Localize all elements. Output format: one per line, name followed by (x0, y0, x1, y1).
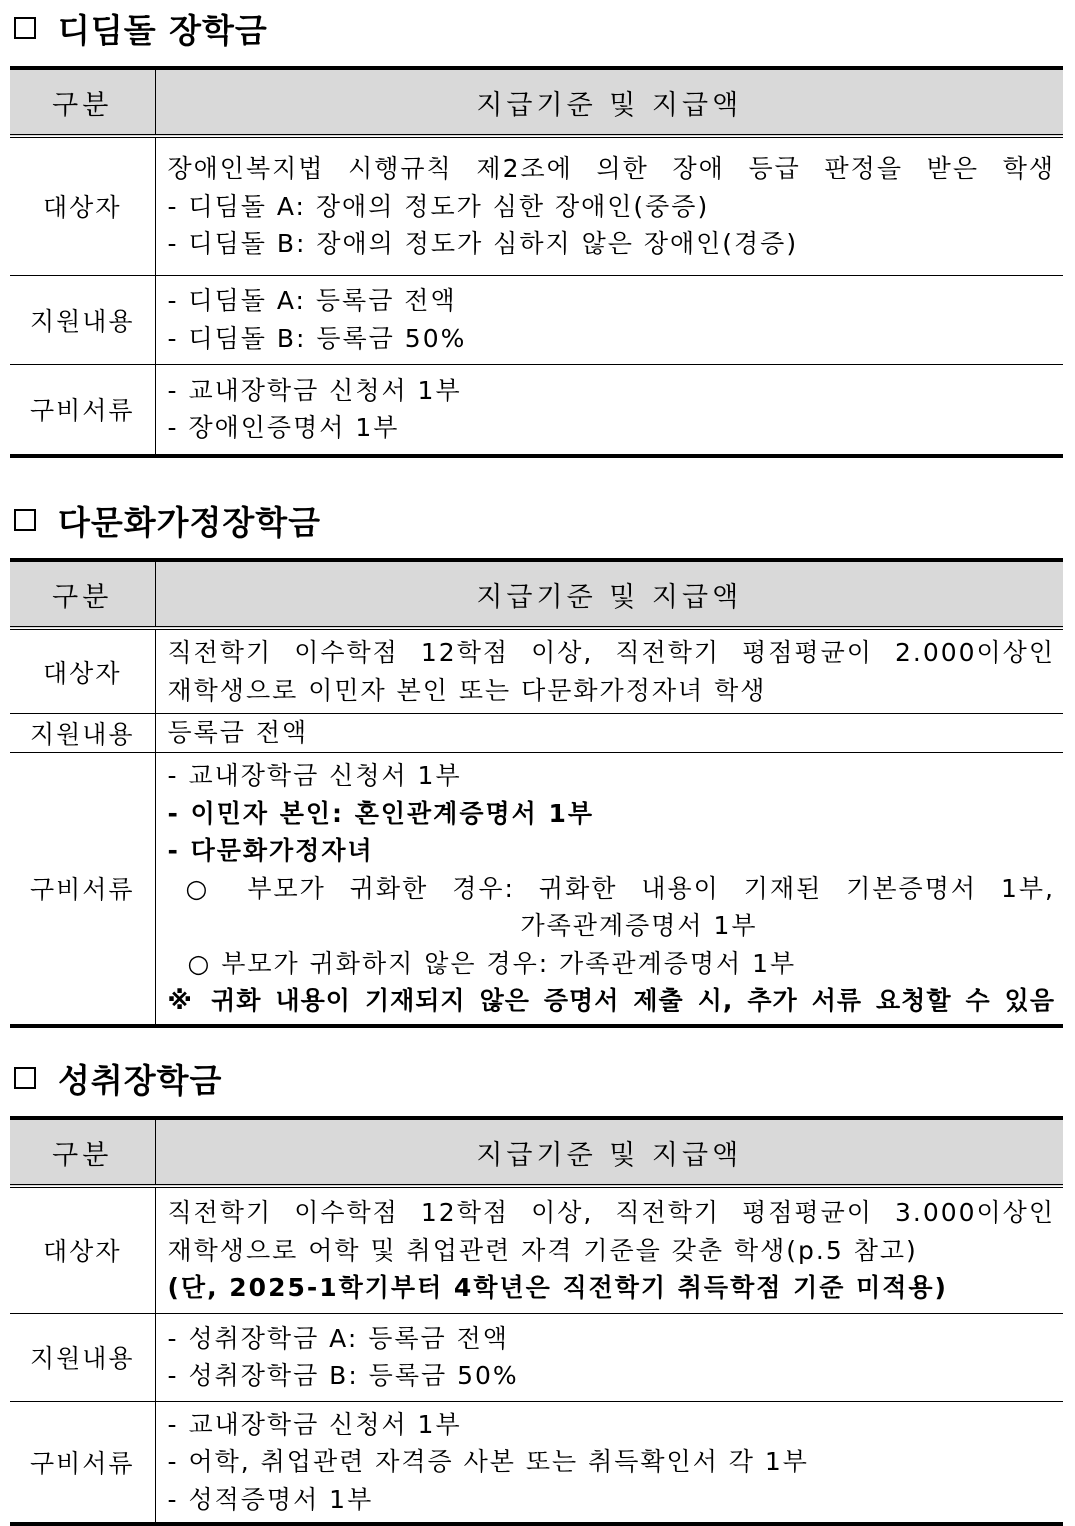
content-line: - 성취장학금 A: 등록금 전액 (167, 1323, 509, 1353)
content-line: - 성취장학금 B: 등록금 50% (167, 1361, 519, 1390)
content-line: 직전학기 이수학점 12학점 이상, 직전학기 평점평균이 3.000이상인 (167, 1198, 1055, 1227)
table-row (10, 714, 1063, 753)
content-line: - 장애인증명서 1부 (167, 413, 400, 443)
row-content (155, 1401, 1063, 1524)
section-title (10, 1056, 1063, 1100)
row-label: 구비서류 (10, 1401, 155, 1524)
content-line: 등록금 전액 (167, 718, 309, 748)
header-criteria: 지급기준 및 지급액 (155, 68, 1063, 136)
content-line: 재학생으로 어학 및 취업관련 자격 기준을 갖춘 학생(p.5 참고) (167, 1235, 918, 1265)
scholarship-table (10, 1116, 1063, 1526)
row-content (155, 364, 1063, 456)
checkbox-icon (14, 509, 36, 531)
section-title-text: 성취장학금 (58, 1060, 223, 1100)
scholarship-table (10, 558, 1063, 1028)
content-line: 가족관계증명서 1부 (520, 911, 758, 940)
content-line: - 디딤돌 A: 장애의 정도가 심한 장애인(중증) (167, 191, 710, 221)
row-content (155, 275, 1063, 364)
checkbox-icon (14, 17, 36, 39)
row-content (155, 136, 1063, 275)
content-line: 재학생으로 이민자 본인 또는 다문화가정자녀 학생 (167, 675, 767, 705)
section-title-text: 디딤돌 장학금 (58, 10, 268, 50)
content-line: - 디딤돌 B: 장애의 정도가 심하지 않은 장애인(경증) (167, 229, 799, 258)
content-line: ※ 귀화 내용이 기재되지 않은 증명서 제출 시, 추가 서류 요청할 수 있음 (167, 986, 1055, 1015)
section-multicultural (10, 498, 1063, 1028)
header-category: 구분 (10, 1118, 155, 1186)
row-content (155, 714, 1063, 753)
table-row (10, 628, 1063, 714)
row-label: 대상자 (10, 628, 155, 714)
content-line: 장애인복지법 시행규칙 제2조에 의한 장애 등급 판정을 받은 학생 (167, 154, 1055, 183)
content-line: - 어학, 취업관련 자격증 사본 또는 취득확인서 각 1부 (167, 1447, 809, 1476)
table-row (10, 136, 1063, 275)
content-line: - 다문화가정자녀 (167, 836, 374, 865)
row-label: 구비서류 (10, 753, 155, 1026)
section-title-text: 다문화가정장학금 (58, 502, 322, 542)
content-line: - 디딤돌 B: 등록금 50% (167, 323, 467, 353)
content-line: - 교내장학금 신청서 1부 (167, 375, 462, 405)
row-content (155, 1186, 1063, 1313)
row-content (155, 628, 1063, 714)
content-line: (단, 2025-1학기부터 4학년은 직전학기 취득학점 기준 미적용) (167, 1273, 948, 1302)
row-label: 대상자 (10, 1186, 155, 1313)
content-line: 직전학기 이수학점 12학점 이상, 직전학기 평점평균이 2.000이상인 (167, 638, 1055, 667)
table-row (10, 275, 1063, 364)
table-header-row (10, 560, 1063, 628)
table-row (10, 1401, 1063, 1524)
row-label: 지원내용 (10, 275, 155, 364)
content-line: - 성적증명서 1부 (167, 1484, 374, 1514)
section-title (10, 498, 1063, 542)
section-achievement (10, 1056, 1063, 1526)
scholarship-table (10, 66, 1063, 458)
content-line: ○ 부모가 귀화하지 않은 경우: 가족관계증명서 1부 (187, 948, 797, 978)
content-line: - 교내장학금 신청서 1부 (167, 1409, 462, 1439)
row-label: 지원내용 (10, 1313, 155, 1401)
header-criteria: 지급기준 및 지급액 (155, 1118, 1063, 1186)
section-title (10, 6, 1063, 50)
table-row (10, 1186, 1063, 1313)
table-row (10, 364, 1063, 456)
table-row (10, 1313, 1063, 1401)
header-category: 구분 (10, 560, 155, 628)
header-category: 구분 (10, 68, 155, 136)
content-line: - 디딤돌 A: 등록금 전액 (167, 286, 457, 315)
header-criteria: 지급기준 및 지급액 (155, 560, 1063, 628)
row-label: 대상자 (10, 136, 155, 275)
table-row (10, 753, 1063, 1026)
table-header-row (10, 68, 1063, 136)
row-label: 지원내용 (10, 714, 155, 753)
table-header-row (10, 1118, 1063, 1186)
row-content (155, 1313, 1063, 1401)
content-line: - 이민자 본인: 혼인관계증명서 1부 (167, 798, 595, 828)
content-line: - 교내장학금 신청서 1부 (167, 761, 462, 790)
row-label: 구비서류 (10, 364, 155, 456)
section-didimdol (10, 6, 1063, 458)
row-content (155, 753, 1063, 1026)
content-line: ○ 부모가 귀화한 경우: 귀화한 내용이 기재된 기본증명서 1부, (185, 873, 1055, 903)
checkbox-icon (14, 1067, 36, 1089)
